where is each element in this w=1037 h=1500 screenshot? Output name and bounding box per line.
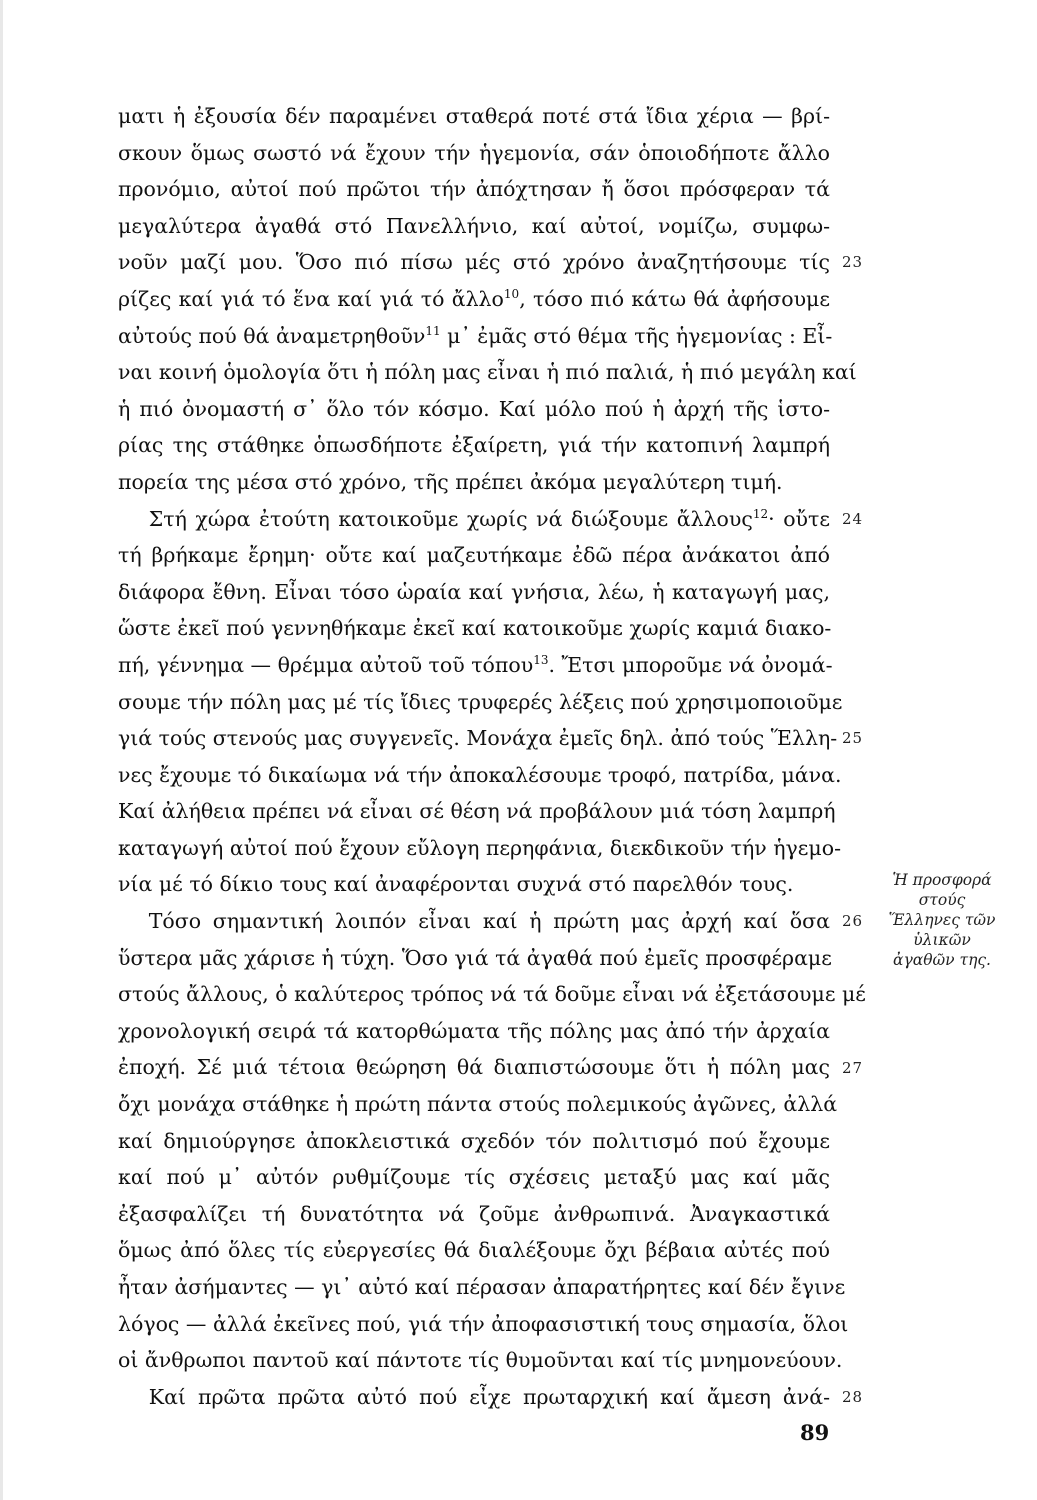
section-number: 28	[842, 1388, 864, 1406]
section-number: 24	[842, 509, 864, 528]
side-note	[872, 870, 1012, 970]
text-line	[118, 1379, 830, 1416]
text-line	[118, 98, 830, 135]
text-line	[118, 1306, 849, 1343]
line-text-continued: · οὔτε	[768, 506, 830, 531]
line-text: Καί ἀλήθεια πρέπει νά εἶναι σέ θέση νά προβάλουν μιά τόση λαμπρή	[118, 799, 836, 824]
line-text: Τόσο σημαντική λοιπόν εἶναι καί ἡ πρώτη μας ἀρχή καί ὅσα	[118, 909, 830, 934]
line-text: αὐτούς πού θά ἀναμετρηθοῦν	[118, 323, 426, 348]
text-line	[118, 1269, 846, 1306]
line-text: ἐξασφαλίζει τή δυνατότητα νά ζοῦμε ἀνθρωπινά. Ἀναγκαστικά	[118, 1201, 830, 1226]
text-line	[118, 830, 842, 867]
text-line	[118, 574, 830, 611]
text-line	[118, 1342, 843, 1379]
section-number: 23	[842, 253, 864, 272]
text-line	[118, 135, 830, 172]
line-text: πορεία της μέσα στό χρόνο, τῆς πρέπει ἀκόμα μεγαλύτερη τιμή.	[118, 469, 783, 494]
line-text: σουμε τήν πόλη μας μέ τίς ἴδιες τρυφερές λέξεις πού χρησιμοποιοῦμε	[118, 689, 843, 714]
footnote-ref: 12	[752, 506, 769, 521]
text-line	[118, 501, 830, 538]
section-number: 25	[842, 729, 864, 748]
text-line	[118, 537, 830, 574]
line-text: πή, γέννημα — θρέμμα αὐτοῦ τοῦ τόπου	[118, 652, 534, 677]
text-line	[118, 208, 830, 245]
line-text: μεγαλύτερα ἀγαθά στό Πανελλήνιο, καί αὐτοί, νομίζω, συμφω-	[118, 213, 830, 238]
text-line	[118, 1232, 830, 1269]
line-text: διάφορα ἔθνη. Εἶναι τόσο ὡραία καί γνήσια, λέω, ἡ καταγωγή μας,	[118, 579, 830, 604]
text-line	[118, 1196, 830, 1233]
footnote-ref: 10	[503, 286, 520, 301]
text-line	[118, 1086, 838, 1123]
line-text: ὅμως ἀπό ὅλες τίς εὐεργεσίες θά διαλέξουμε ὄχι βέβαια αὐτές πού	[118, 1238, 830, 1263]
text-line	[118, 793, 836, 830]
line-text: Στή χώρα ἐτούτη κατοικοῦμε χωρίς νά διώξουμε ἄλλους	[118, 506, 753, 531]
text-line	[118, 720, 838, 757]
text-line	[118, 1013, 830, 1050]
text-line	[118, 647, 833, 684]
line-text: χρονολογική σειρά τά κατορθώματα τῆς πόλης μας ἀπό τήν ἀρχαία	[118, 1018, 830, 1043]
text-line	[118, 427, 830, 464]
side-note-line: στούς	[918, 891, 966, 909]
text-line	[118, 610, 830, 647]
text-line	[118, 684, 843, 721]
line-text: τή βρήκαμε ἔρημη· οὔτε καί μαζευτήκαμε ἐδῶ πέρα ἀνάκατοι ἀπό	[118, 543, 830, 568]
line-text: ναι κοινή ὁμολογία ὅτι ἡ πόλη μας εἶναι ἡ πιό παλιά, ἡ πιό μεγάλη καί	[118, 360, 857, 385]
text-line	[118, 903, 830, 940]
line-text: σκουν ὅμως σωστό νά ἔχουν τήν ἡγεμονία, σάν ὁποιοδήποτε ἄλλο	[118, 140, 830, 165]
footnote-ref: 13	[533, 652, 549, 667]
line-text: ρίζες καί γιά τό ἕνα καί γιά τό ἄλλο	[118, 286, 504, 311]
section-number: 27	[842, 1058, 864, 1077]
line-text: ἐποχή. Σέ μιά τέτοια θεώρηση θά διαπιστώσουμε ὅτι ἡ πόλη μας	[118, 1055, 830, 1080]
side-note-line: ἀγαθῶν της.	[893, 951, 991, 969]
text-line	[118, 757, 842, 794]
text-line	[118, 244, 830, 281]
text-line	[118, 354, 857, 391]
line-text: ματι ἡ ἐξουσία δέν παραμένει σταθερά ποτέ στά ἴδια χέρια — βρί-	[118, 104, 830, 128]
line-text: προνόμιο, αὐτοί πού πρῶτοι τήν ἀπόχτησαν ἤ ὅσοι πρόσφεραν τά	[118, 177, 830, 202]
text-line	[118, 281, 830, 318]
side-note-line: ὑλικῶν	[913, 931, 971, 949]
side-note-line: Ἡ προσφορά	[892, 871, 992, 889]
text-line	[118, 464, 830, 501]
line-text: νοῦν μαζί μου. Ὅσο πιό πίσω μές στό χρόνο ἀναζητήσουμε τίς	[118, 250, 830, 275]
line-text: ὕστερα μᾶς χάρισε ἡ τύχη. Ὅσο γιά τά ἀγαθά πού ἐμεῖς προσφέραμε	[118, 945, 832, 970]
side-note-line: Ἕλληνες τῶν	[888, 911, 996, 929]
line-text: ἡ πιό ὀνομαστή σ᾽ ὅλο τόν κόσμο. Καί μόλο πού ἡ ἀρχή τῆς ἱστο-	[118, 396, 830, 421]
footnote-ref: 11	[425, 323, 441, 338]
line-text: στούς ἄλλους, ὁ καλύτερος τρόπος νά τά δοῦμε εἶναι νά ἐξετάσουμε μέ	[118, 982, 866, 1007]
line-text: Καί πρῶτα πρῶτα αὐτό πού εἶχε πρωταρχική καί ἄμεση ἀνά-	[118, 1384, 830, 1409]
line-text-continued: μ᾽ ἐμᾶς στό θέμα τῆς ἡγεμονίας : Εἶ-	[440, 323, 833, 348]
text-line	[118, 866, 830, 903]
line-text: νες ἔχουμε τό δικαίωμα νά τήν ἀποκαλέσουμε τροφό, πατρίδα, μάνα.	[118, 762, 842, 787]
page-number: 89	[800, 1420, 830, 1445]
line-text-continued: , τόσο πιό κάτω θά ἀφήσουμε	[519, 286, 831, 311]
line-text: καταγωγή αὐτοί πού ἔχουν εὔλογη περηφάνια, διεκδικοῦν τήν ἡγεμο-	[118, 835, 842, 860]
line-text: νία μέ τό δίκιο τους καί ἀναφέρονται συχνά στό παρελθόν τους.	[118, 872, 794, 897]
text-line	[118, 171, 830, 208]
line-text: οἱ ἄνθρωποι παντοῦ καί πάντοτε τίς θυμοῦνται καί τίς μνημονεύουν.	[118, 1348, 843, 1373]
line-text: γιά τούς στενούς μας συγγενεῖς. Μονάχα ἐμεῖς δηλ. ἀπό τούς Ἕλλη-	[118, 726, 838, 751]
line-text: ἦταν ἀσήμαντες — γι᾽ αὐτό καί πέρασαν ἀπαρατήρητες καί δέν ἔγινε	[118, 1275, 846, 1299]
line-text-continued: . Ἔτσι μποροῦμε νά ὀνομά-	[548, 652, 833, 677]
text-line	[118, 1049, 830, 1086]
line-text: ὄχι μονάχα στάθηκε ἡ πρώτη πάντα στούς πολεμικούς ἀγῶνες, ἀλλά	[118, 1092, 838, 1117]
line-text: ὥστε ἐκεῖ πού γεννηθήκαμε ἐκεῖ καί κατοικοῦμε χωρίς καμιά διακο-	[118, 616, 832, 641]
text-line	[118, 1123, 830, 1160]
line-text: καί δημιούργησε ἀποκλειστικά σχεδόν τόν πολιτισμό πού ἔχουμε	[118, 1128, 830, 1153]
text-line	[118, 318, 833, 355]
text-line	[118, 976, 866, 1013]
text-line	[118, 1159, 830, 1196]
line-text: ρίας της στάθηκε ὁπωσδήποτε ἐξαίρετη, γιά τήν κατοπινή λαμπρή	[118, 433, 830, 458]
line-text: καί πού μ᾽ αὐτόν ρυθμίζουμε τίς σχέσεις μεταξύ μας καί μᾶς	[118, 1165, 830, 1190]
section-number: 26	[842, 912, 864, 931]
text-line	[118, 940, 830, 977]
text-line	[118, 391, 830, 428]
line-text: λόγος — ἀλλά ἐκεῖνες πού, γιά τήν ἀποφασιστική τους σημασία, ὅλοι	[118, 1311, 849, 1336]
